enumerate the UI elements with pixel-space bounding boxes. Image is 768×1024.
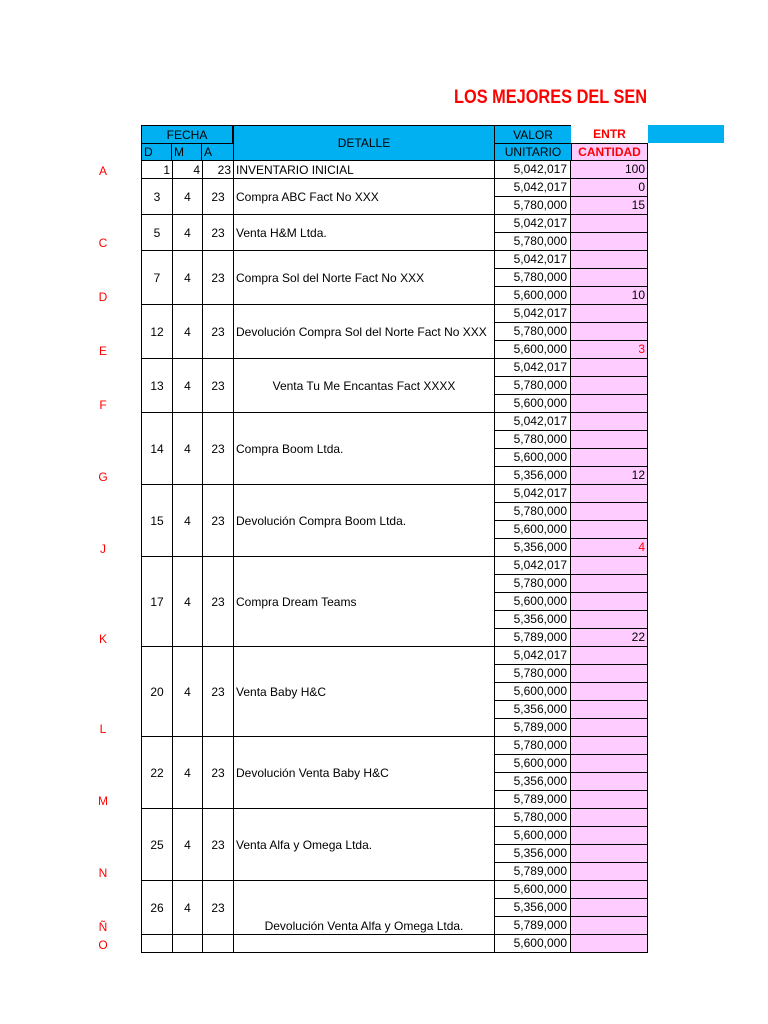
cantidad-cell: 0 [571, 179, 648, 197]
valor-unitario-cell: 5,042,017 [494, 557, 571, 575]
cantidad-cell [571, 485, 648, 503]
header-valor: VALOR [494, 125, 572, 144]
cantidad-cell [571, 809, 648, 827]
day-cell: 17 [141, 557, 172, 647]
cantidad-cell [571, 683, 648, 701]
day-cell: 7 [141, 251, 172, 305]
table-row [0, 827, 768, 845]
detalle-cell: Devolución Compra Boom Ltda. [233, 485, 494, 557]
valor-unitario-cell: 5,780,000 [494, 323, 571, 341]
valor-unitario-cell: 5,780,000 [494, 575, 571, 593]
cantidad-cell [571, 251, 648, 269]
month-cell: 4 [172, 485, 202, 557]
cantidad-cell [571, 611, 648, 629]
day-cell: 1 [141, 161, 172, 179]
cantidad-cell [571, 431, 648, 449]
valor-unitario-cell: 5,042,017 [494, 251, 571, 269]
month-cell: 4 [172, 251, 202, 305]
cantidad-cell [571, 845, 648, 863]
year-cell: 23 [202, 647, 233, 737]
row-letter: C [98, 236, 108, 250]
year-cell: 23 [202, 737, 233, 809]
valor-unitario-cell: 5,780,000 [494, 197, 571, 215]
table-row [0, 449, 768, 467]
year-cell: 23 [202, 161, 233, 179]
cantidad-cell [571, 233, 648, 251]
year-cell: 23 [202, 305, 233, 359]
cantidad-cell [571, 413, 648, 431]
header-entradas-label: ENTR [593, 127, 626, 141]
valor-unitario-cell: 5,789,000 [494, 917, 571, 935]
year-cell: 23 [202, 179, 233, 215]
table-row [0, 503, 768, 521]
valor-unitario-cell: 5,780,000 [494, 665, 571, 683]
year-cell: 23 [202, 557, 233, 647]
valor-unitario-cell: 5,356,000 [494, 773, 571, 791]
year-cell: 23 [202, 881, 233, 935]
valor-unitario-cell: 5,600,000 [494, 287, 571, 305]
month-cell: 4 [172, 557, 202, 647]
cantidad-cell [571, 791, 648, 809]
valor-unitario-cell: 5,042,017 [494, 359, 571, 377]
table-row [0, 773, 768, 791]
table-row [0, 305, 768, 323]
header-m: M [171, 143, 202, 161]
detalle-cell: Compra Sol del Norte Fact No XXX [233, 251, 494, 305]
table-row [0, 377, 768, 395]
month-cell: 4 [172, 647, 202, 737]
table-row [0, 683, 768, 701]
table-row [0, 485, 768, 503]
row-letter: D [98, 290, 108, 304]
cantidad-cell: 3 [571, 341, 648, 359]
cantidad-cell [571, 917, 648, 935]
cantidad-cell [571, 935, 648, 953]
valor-unitario-cell: 5,600,000 [494, 935, 571, 953]
valor-unitario-cell: 5,042,017 [494, 215, 571, 233]
month-cell: 4 [172, 809, 202, 881]
valor-unitario-cell: 5,600,000 [494, 881, 571, 899]
row-letter: J [100, 542, 106, 556]
year-cell: 23 [202, 485, 233, 557]
cantidad-cell [571, 557, 648, 575]
month-cell: 4 [172, 305, 202, 359]
valor-unitario-cell: 5,789,000 [494, 629, 571, 647]
detalle-cell: Compra Boom Ltda. [233, 413, 494, 485]
detalle-cell: Devolución Venta Baby H&C [233, 737, 494, 809]
detalle-cell: Venta Alfa y Omega Ltda. [233, 809, 494, 881]
table-row [0, 251, 768, 269]
valor-unitario-cell: 5,600,000 [494, 827, 571, 845]
table-row [0, 197, 768, 215]
day-cell: 26 [141, 881, 172, 935]
table-row [0, 323, 768, 341]
day-cell: 12 [141, 305, 172, 359]
day-cell: 20 [141, 647, 172, 737]
cantidad-cell [571, 593, 648, 611]
cantidad-cell [571, 323, 648, 341]
row-letter: G [98, 470, 108, 484]
table-row [0, 359, 768, 377]
row-letter: A [98, 164, 107, 178]
valor-unitario-cell: 5,600,000 [494, 341, 571, 359]
cantidad-cell: 10 [571, 287, 648, 305]
cantidad-cell [571, 449, 648, 467]
header-fecha: FECHA [141, 125, 233, 144]
valor-unitario-cell: 5,042,017 [494, 647, 571, 665]
cantidad-cell [571, 827, 648, 845]
month-cell: 4 [172, 737, 202, 809]
row-letter: E [98, 344, 107, 358]
cantidad-cell [571, 647, 648, 665]
header-unitario: UNITARIO [494, 143, 572, 161]
month-cell: 4 [172, 359, 202, 413]
detalle-cell: INVENTARIO INICIAL [233, 161, 494, 179]
header-cantidad: CANTIDAD [571, 143, 648, 161]
valor-unitario-cell: 5,600,000 [494, 521, 571, 539]
year-cell: 23 [202, 413, 233, 485]
cantidad-cell [571, 881, 648, 899]
cantidad-cell [571, 269, 648, 287]
month-cell: 4 [172, 179, 202, 215]
cantidad-cell [571, 395, 648, 413]
month-cell: 4 [172, 881, 202, 935]
row-letter: F [99, 398, 107, 412]
cantidad-cell: 12 [571, 467, 648, 485]
valor-unitario-cell: 5,780,000 [494, 809, 571, 827]
cantidad-cell: 22 [571, 629, 648, 647]
cantidad-cell: 15 [571, 197, 648, 215]
valor-unitario-cell: 5,042,017 [494, 485, 571, 503]
valor-unitario-cell: 5,780,000 [494, 233, 571, 251]
table-row [0, 737, 768, 755]
day-cell: 22 [141, 737, 172, 809]
row-letter: Ñ [98, 920, 108, 934]
valor-unitario-cell: 5,789,000 [494, 791, 571, 809]
detalle-cell: Compra Dream Teams [233, 557, 494, 647]
month-cell: 4 [172, 413, 202, 485]
valor-unitario-cell: 5,780,000 [494, 431, 571, 449]
cantidad-cell [571, 899, 648, 917]
header-entradas [571, 125, 648, 143]
cantidad-cell [571, 215, 648, 233]
valor-unitario-cell: 5,356,000 [494, 611, 571, 629]
day-cell: 15 [141, 485, 172, 557]
detalle-cell: Compra ABC Fact No XXX [233, 179, 494, 215]
table-row [0, 575, 768, 593]
table-row [0, 413, 768, 431]
valor-unitario-cell: 5,600,000 [494, 449, 571, 467]
page-title: LOS MEJORES DEL SEN [454, 87, 648, 108]
detalle-cell: Venta Tu Me Encantas Fact XXXX [233, 359, 494, 413]
valor-unitario-cell: 5,356,000 [494, 467, 571, 485]
table-row [0, 845, 768, 863]
cantidad-cell [571, 719, 648, 737]
valor-unitario-cell: 5,042,017 [494, 161, 571, 179]
year-cell: 23 [202, 251, 233, 305]
row-letter: K [98, 632, 107, 646]
month-cell: 4 [172, 215, 202, 251]
row-letter: N [98, 866, 108, 880]
table-row [0, 215, 768, 233]
valor-unitario-cell: 5,356,000 [494, 899, 571, 917]
valor-unitario-cell: 5,780,000 [494, 377, 571, 395]
table-row [0, 557, 768, 575]
valor-unitario-cell: 5,042,017 [494, 305, 571, 323]
cantidad-cell [571, 305, 648, 323]
cantidad-cell [571, 575, 648, 593]
cantidad-cell [571, 701, 648, 719]
valor-unitario-cell: 5,356,000 [494, 845, 571, 863]
valor-unitario-cell: 5,789,000 [494, 863, 571, 881]
valor-unitario-cell: 5,356,000 [494, 701, 571, 719]
cantidad-cell [571, 359, 648, 377]
valor-unitario-cell: 5,356,000 [494, 539, 571, 557]
row-letter: M [98, 794, 108, 808]
cantidad-cell [571, 377, 648, 395]
cantidad-cell [571, 773, 648, 791]
cantidad-cell [571, 755, 648, 773]
valor-unitario-cell: 5,042,017 [494, 179, 571, 197]
valor-unitario-cell: 5,600,000 [494, 593, 571, 611]
table-row [0, 881, 768, 899]
day-cell: 5 [141, 215, 172, 251]
cantidad-cell [571, 863, 648, 881]
valor-unitario-cell: 5,042,017 [494, 413, 571, 431]
table-row [0, 647, 768, 665]
year-cell: 23 [202, 809, 233, 881]
valor-unitario-cell: 5,600,000 [494, 395, 571, 413]
table-row [0, 809, 768, 827]
header-detalle: DETALLE [233, 125, 495, 161]
row-letter: L [99, 722, 107, 736]
table-row [0, 611, 768, 629]
table-row [0, 593, 768, 611]
detalle-cell: Venta Baby H&C [233, 647, 494, 737]
month-cell: 4 [172, 161, 202, 179]
valor-unitario-cell: 5,780,000 [494, 503, 571, 521]
row-letter: O [98, 938, 108, 952]
table-row [0, 431, 768, 449]
header-a: A [201, 143, 234, 161]
cantidad-cell [571, 665, 648, 683]
valor-unitario-cell: 5,780,000 [494, 737, 571, 755]
valor-unitario-cell: 5,789,000 [494, 719, 571, 737]
detalle-cell: Devolución Compra Sol del Norte Fact No XXX [233, 305, 494, 359]
detalle-cell: Devolución Venta Alfa y Omega Ltda. [233, 881, 494, 935]
table-row [0, 665, 768, 683]
valor-unitario-cell: 5,780,000 [494, 269, 571, 287]
day-cell: 3 [141, 179, 172, 215]
detalle-cell: Venta H&M Ltda. [233, 215, 494, 251]
day-cell: 14 [141, 413, 172, 485]
cantidad-cell [571, 521, 648, 539]
table-row [0, 521, 768, 539]
cantidad-cell [571, 737, 648, 755]
table-row [0, 899, 768, 917]
valor-unitario-cell: 5,600,000 [494, 683, 571, 701]
cantidad-cell: 4 [571, 539, 648, 557]
year-cell: 23 [202, 359, 233, 413]
year-cell: 23 [202, 215, 233, 251]
table-row [0, 179, 768, 197]
table-row [0, 269, 768, 287]
day-cell: 25 [141, 809, 172, 881]
cantidad-cell: 100 [571, 161, 648, 179]
valor-unitario-cell: 5,600,000 [494, 755, 571, 773]
header-d: D [141, 143, 172, 161]
table-row [0, 755, 768, 773]
cantidad-cell [571, 503, 648, 521]
day-cell: 13 [141, 359, 172, 413]
table-row [0, 701, 768, 719]
header-blue-band [648, 125, 724, 143]
